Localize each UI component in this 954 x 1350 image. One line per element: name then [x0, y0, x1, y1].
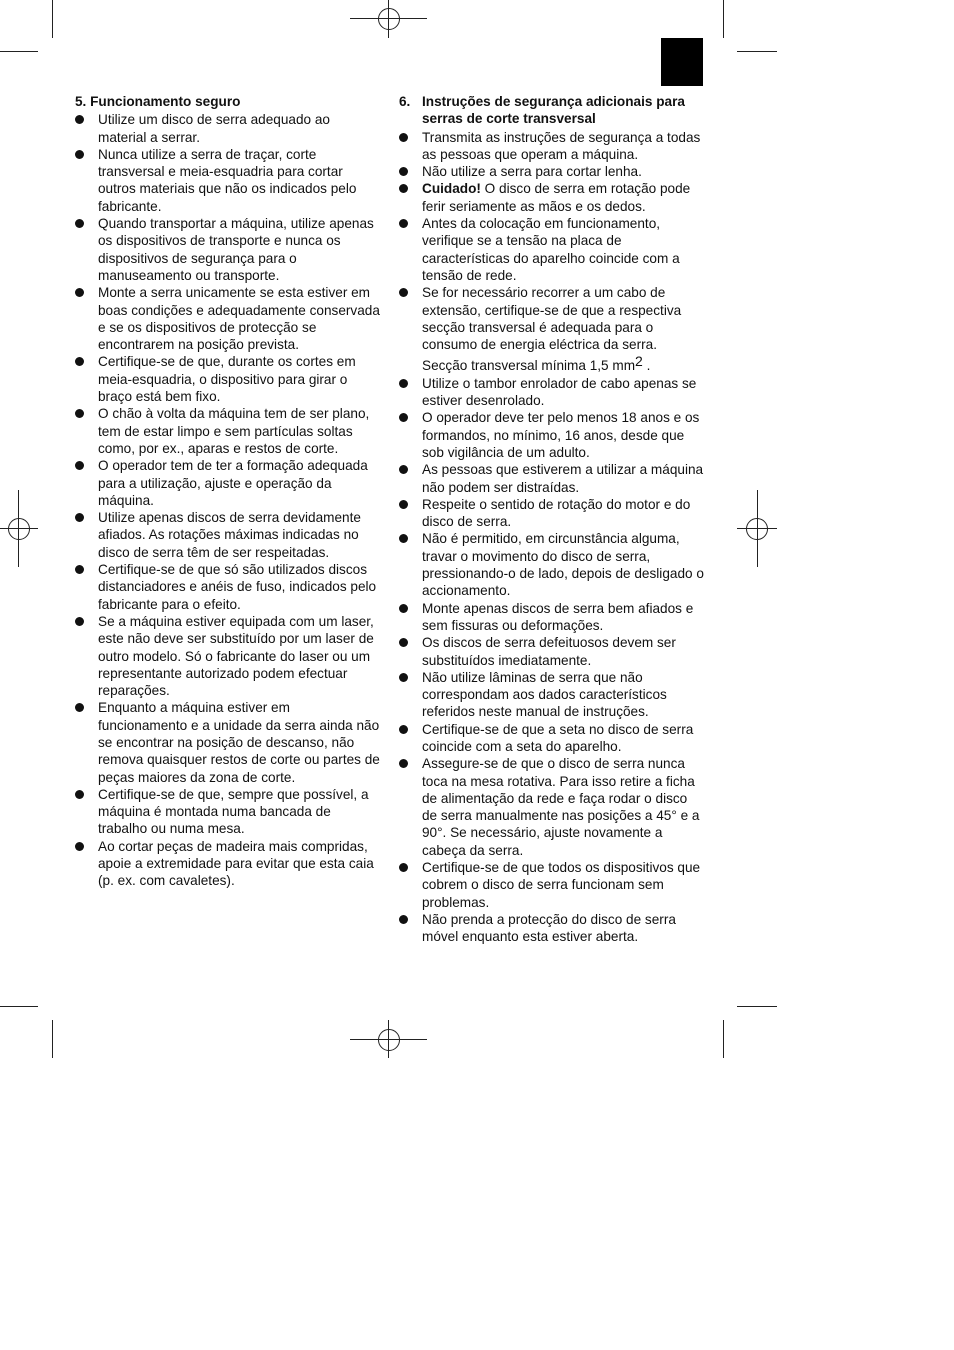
list-item: Certifique-se de que só são utilizados discos distanciadores e anéis de fuso, indicados pelo fabricante para o efeito. — [75, 561, 380, 613]
bullet-icon — [399, 759, 408, 768]
bullet-icon — [399, 379, 408, 388]
left-bullet-list — [75, 111, 380, 889]
crop-mark — [737, 51, 777, 52]
bullet-icon — [399, 413, 408, 422]
registration-circle — [746, 518, 768, 540]
bullet-icon — [75, 461, 84, 470]
list-item: Assegure-se de que o disco de serra nunca toca na mesa rotativa. Para isso retire a ficha de alimentação da rede e faça rodar o disco de serra manualmente nas posições a 45° e a 90°. Se necessário, ajuste novamente a cabeça da serra. — [399, 755, 704, 859]
language-tab — [661, 38, 703, 86]
caution-label: Cuidado! — [422, 181, 481, 197]
section-heading-6 — [399, 93, 704, 128]
list-item: Utilize um disco de serra adequado ao material a serrar. — [75, 111, 380, 146]
bullet-icon — [399, 133, 408, 142]
section-number: 6. — [399, 94, 411, 109]
crop-mark — [52, 0, 53, 38]
right-bullet-list — [399, 129, 704, 354]
bullet-icon — [399, 863, 408, 872]
bullet-icon — [399, 167, 408, 176]
list-item: Respeite o sentido de rotação do motor e do disco de serra. — [399, 496, 704, 531]
crop-mark — [52, 1020, 53, 1058]
bullet-icon — [75, 150, 84, 159]
bullet-icon — [75, 219, 84, 228]
bullet-icon — [399, 184, 408, 193]
list-item: Não utilize lâminas de serra que não correspondam aos dados característicos referidos neste manual de instruções. — [399, 669, 704, 721]
list-item: Os discos de serra defeituosos devem ser substituídos imediatamente. — [399, 634, 704, 669]
list-item: Monte apenas discos de serra bem afiados e sem fissuras ou deformações. — [399, 600, 704, 635]
bullet-icon — [399, 219, 408, 228]
list-item-caution: Cuidado! O disco de serra em rotação pode ferir seriamente as mãos e os dedos. — [399, 180, 704, 215]
bullet-icon — [75, 513, 84, 522]
list-item: Certifique-se de que, durante os cortes em meia-esquadria, o dispositivo para girar o braço está bem fixo. — [75, 353, 380, 405]
list-item: Não prenda a protecção do disco de serra móvel enquanto esta estiver aberta. — [399, 911, 704, 946]
list-item: Utilize o tambor enrolador de cabo apenas se estiver desenrolado. — [399, 375, 704, 410]
crop-mark — [0, 1006, 38, 1007]
bullet-icon — [399, 534, 408, 543]
registration-circle — [8, 518, 30, 540]
list-item: Certifique-se de que, sempre que possível, a máquina é montada numa bancada de trabalho ou numa mesa. — [75, 786, 380, 838]
bullet-icon — [399, 915, 408, 924]
bullet-icon — [75, 409, 84, 418]
list-item: Transmita as instruções de segurança a todas as pessoas que operam a máquina. — [399, 129, 704, 164]
list-item: O operador tem de ter a formação adequada para a utilização, ajuste e operação da máquina. — [75, 457, 380, 509]
list-item: Se for necessário recorrer a um cabo de extensão, certifique-se de que a respectiva secção transversal é adequada para o consumo de energia eléctrica da serra. — [399, 284, 704, 353]
list-item: Não utilize a serra para cortar lenha. — [399, 163, 704, 180]
list-item: O operador deve ter pelo menos 18 anos e os formandos, no mínimo, 16 anos, desde que sob vigilância de um adulto. — [399, 409, 704, 461]
bullet-icon — [75, 288, 84, 297]
bullet-icon — [399, 673, 408, 682]
bullet-icon — [399, 500, 408, 509]
list-item: O chão à volta da máquina tem de ser plano, tem de estar limpo e sem partículas soltas como, por ex., aparas e restos de corte. — [75, 405, 380, 457]
bullet-icon — [75, 357, 84, 366]
bullet-icon — [399, 465, 408, 474]
bullet-icon — [75, 115, 84, 124]
cross-section-note: Secção transversal mínima 1,5 $mm^2$ . — [422, 353, 651, 374]
list-item: Quando transportar a máquina, utilize apenas os dispositivos de transporte e nunca os dispositivos de segurança para o manuseamento ou transporte. — [75, 215, 380, 284]
list-item: Se a máquina estiver equipada com um laser, este não deve ser substituído por um laser de outro modelo. Só o fabricante do laser ou um representante autorizado podem efectuar reparações. — [75, 613, 380, 699]
list-item: As pessoas que estiverem a utilizar a máquina não podem ser distraídas. — [399, 461, 704, 496]
crop-mark — [723, 1020, 724, 1058]
bullet-icon — [399, 725, 408, 734]
bullet-icon — [75, 790, 84, 799]
crop-mark — [737, 1006, 777, 1007]
bullet-icon — [75, 617, 84, 626]
right-column — [399, 93, 704, 946]
registration-circle — [378, 8, 400, 30]
bullet-icon — [75, 565, 84, 574]
bullet-icon — [399, 288, 408, 297]
section-heading-5: 5. Funcionamento seguro — [75, 94, 241, 109]
list-item: Monte a serra unicamente se esta estiver em boas condições e adequadamente conservada e se os dispositivos de protecção se encontrarem na posição prevista. — [75, 284, 380, 353]
bullet-icon — [399, 638, 408, 647]
list-item: Ao cortar peças de madeira mais compridas, apoie a extremidade para evitar que esta caia (p. ex. com cavaletes). — [75, 838, 380, 890]
bullet-icon — [75, 703, 84, 712]
list-item: Utilize apenas discos de serra devidamente afiados. As rotações máximas indicadas no disco de serra têm de ser respeitadas. — [75, 509, 380, 561]
right-bullet-list-continued — [399, 375, 704, 946]
bullet-icon — [75, 842, 84, 851]
left-column — [75, 93, 380, 890]
list-item: Antes da colocação em funcionamento, verifique se a tensão na placa de características do aparelho coincide com a tensão de rede. — [399, 215, 704, 284]
registration-circle — [378, 1029, 400, 1051]
list-item: Não é permitido, em circunstância alguma, travar o movimento do disco de serra, pressionando-o de lado, depois de desligado o accionamento. — [399, 530, 704, 599]
section-title: Instruções de segurança adicionais para serras de corte transversal — [422, 94, 685, 127]
crop-mark — [0, 51, 38, 52]
crop-mark — [723, 0, 724, 38]
bullet-icon — [399, 604, 408, 613]
list-item: Nunca utilize a serra de traçar, corte transversal e meia-esquadria para cortar outros materiais que não os indicados pelo fabricante. — [75, 146, 380, 215]
list-item: Certifique-se de que todos os dispositivos que cobrem o disco de serra funcionam sem problemas. — [399, 859, 704, 911]
list-item: Enquanto a máquina estiver em funcionamento e a unidade da serra ainda não se encontrar na posição de descanso, não remova quaisquer restos de corte ou partes de peças maiores da zona de corte. — [75, 699, 380, 785]
list-item: Certifique-se de que a seta no disco de serra coincide com a seta do aparelho. — [399, 721, 704, 756]
